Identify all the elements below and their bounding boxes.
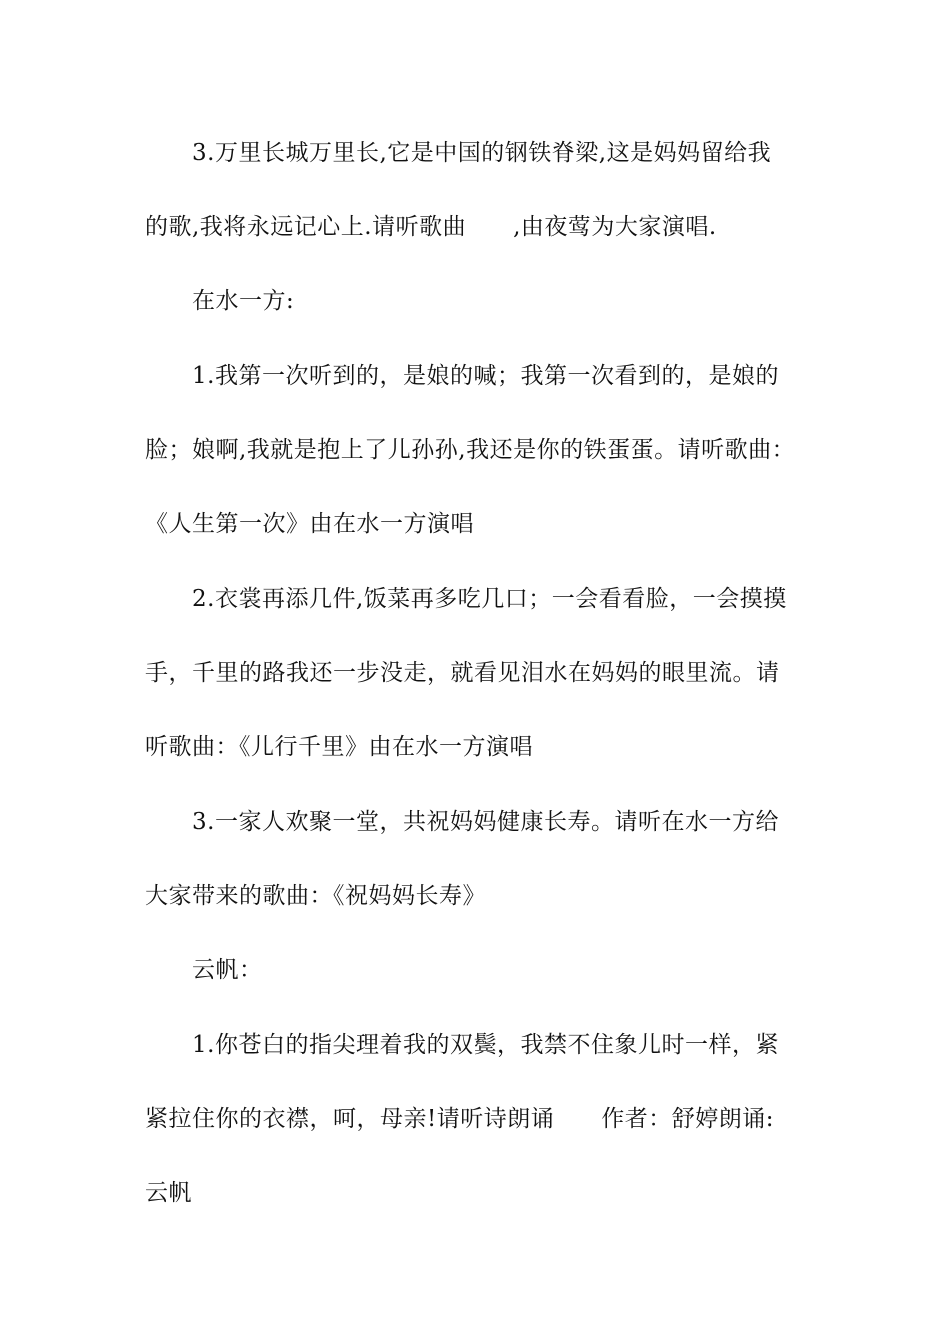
paragraph-line: 的歌,我将永远记心上.请听歌曲 ,由夜莺为大家演唱. (145, 214, 717, 240)
paragraph-line: 听歌曲：《儿行千里》由在水一方演唱 (145, 734, 533, 760)
paragraph-line: 手，千里的路我还一步没走，就看见泪水在妈妈的眼里流。请 (145, 660, 780, 686)
paragraph-line: 2.衣裳再添几件,饭菜再多吃几口；一会看看脸，一会摸摸 (192, 586, 787, 612)
section-heading: 在水一方: (192, 288, 295, 314)
paragraph-line: 3.万里长城万里长,它是中国的钢铁脊梁,这是妈妈留给我 (192, 140, 772, 166)
paragraph-line: 云帆 (145, 1180, 192, 1206)
paragraph-line: 大家带来的歌曲：《祝妈妈长寿》 (145, 883, 486, 909)
paragraph-line: 脸；娘啊,我就是抱上了儿孙孙,我还是你的铁蛋蛋。请听歌曲： (145, 437, 796, 463)
section-heading: 云帆： (192, 957, 263, 983)
paragraph-line: 紧拉住你的衣襟，呵，母亲!请听诗朗诵 作者：舒婷朗诵: (145, 1106, 774, 1132)
paragraph-line: 1.你苍白的指尖理着我的双鬓，我禁不住象儿时一样，紧 (192, 1032, 779, 1058)
paragraph-line: 3.一家人欢聚一堂，共祝妈妈健康长寿。请听在水一方给 (192, 809, 779, 835)
paragraph-line: 1.我第一次听到的，是娘的喊；我第一次看到的，是娘的 (192, 363, 779, 389)
paragraph-line: 《人生第一次》由在水一方演唱 (145, 511, 474, 537)
